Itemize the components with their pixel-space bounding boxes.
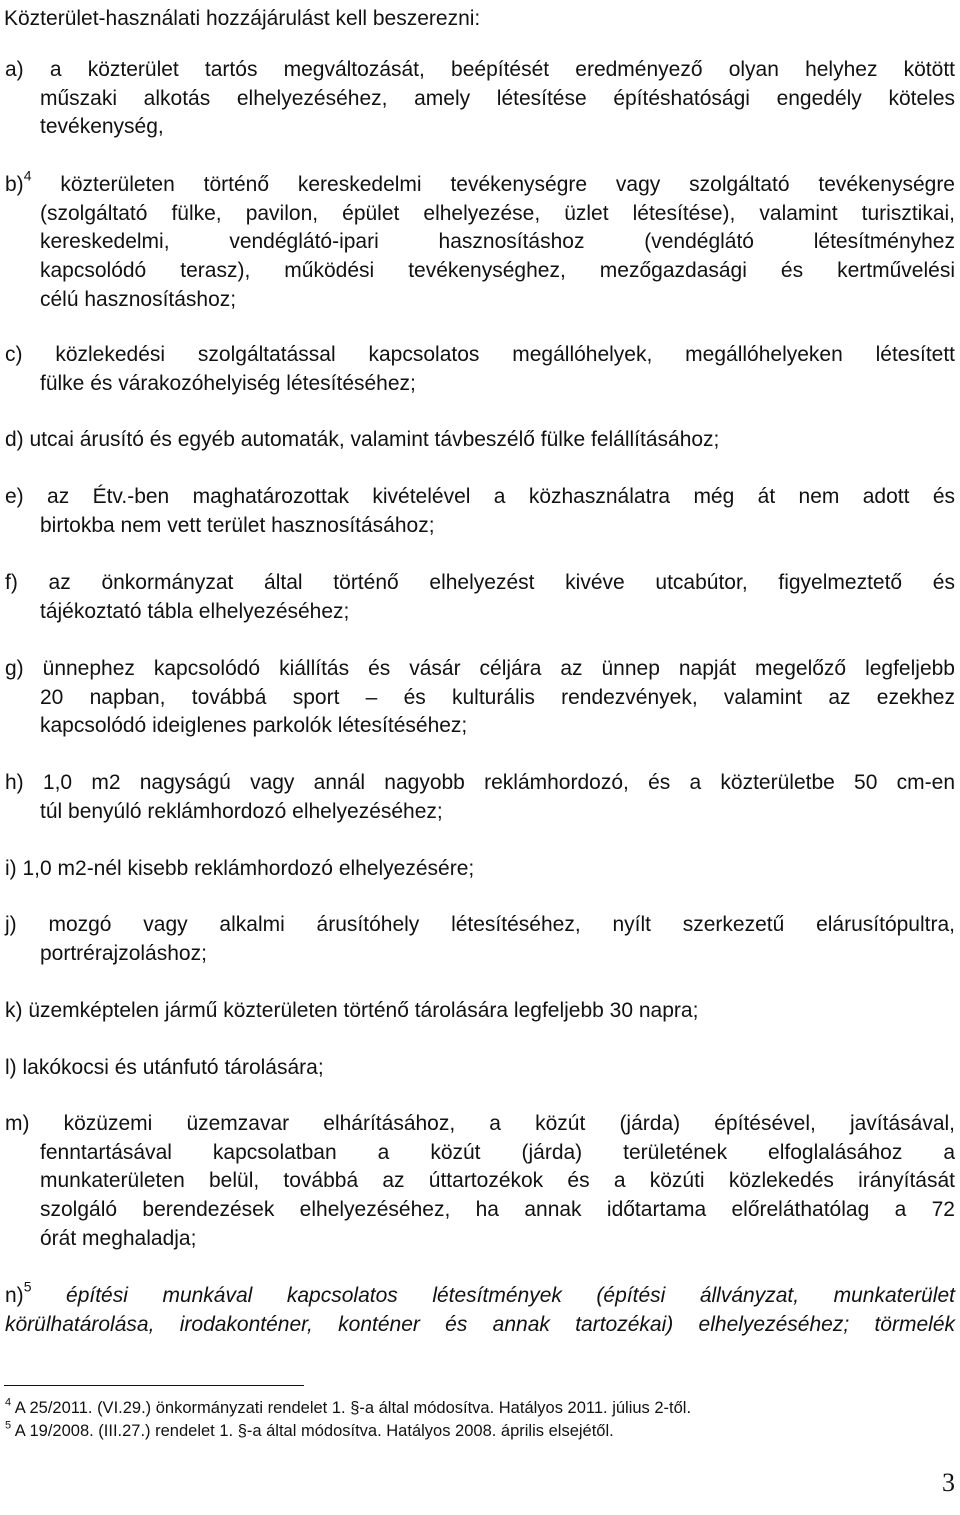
list-item-n [5, 1278, 955, 1339]
item-line: órát meghaladja; [40, 1226, 197, 1250]
item-line: 20 napban, továbbá sport – és kulturális rendezvények, valamint az ezekhez [40, 685, 955, 709]
item-line: h) 1,0 m2 nagyságú vagy annál nagyobb reklámhordozó, és a közterületbe 50 cm-en [5, 771, 955, 794]
footnote-number: 5 [5, 1419, 12, 1432]
list-item-e [5, 483, 955, 540]
list-item-c [5, 341, 955, 398]
list-item-d [5, 426, 955, 455]
item-marker: n) [5, 1284, 24, 1307]
item-line: (szolgáltató fülke, pavilon, épület elhelyezése, üzlet létesítése), valamint turisztikai, [40, 201, 955, 225]
list-item-f [5, 569, 955, 626]
item-line: szolgáló berendezések elhelyezéséhez, ha annak időtartama előreláthatólag a 72 [40, 1198, 955, 1222]
footnote-separator [4, 1385, 304, 1386]
list-item-h [5, 769, 955, 826]
item-line: g) ünnephez kapcsolódó kiállítás és vásár céljára az ünnep napját megelőző legfeljebb [5, 657, 955, 680]
item-line: túl benyúló reklámhordozó elhelyezéséhez; [40, 799, 443, 823]
section-heading: Közterület-használati hozzájárulást kell beszerezni: [4, 7, 481, 30]
list-item-l [5, 1054, 955, 1083]
item-line: a) a közterület tartós megváltozását, beépítését eredményező olyan helyhez kötött [5, 58, 955, 81]
footnote-text: A 19/2008. (III.27.) rendelet 1. §-a által módosítva. Hatályos 2008. április elsejétől. [11, 1422, 614, 1440]
item-line: i) 1,0 m2-nél kisebb reklámhordozó elhelyezésére; [5, 857, 475, 880]
item-line: célú hasznosításhoz; [40, 287, 237, 311]
item-line: fülke és várakozóhelyiség létesítéséhez; [40, 371, 416, 395]
item-line: munkaterületen belül, továbbá az úttartozékok és a közúti közlekedés irányítását [40, 1169, 955, 1193]
item-line: tájékoztató tábla elhelyezéséhez; [40, 599, 350, 623]
item-line: b)$^4$ közterületen történő kereskedelmi tevékenységre vagy szolgáltató tevékenységre [5, 167, 955, 196]
page-number: 3 [942, 1468, 955, 1497]
item-line: birtokba nem vett terület hasznosításához; [40, 513, 435, 537]
item-line: kereskedelmi, vendéglátó-ipari hasznosításhoz (vendéglátó létesítményhez [40, 230, 955, 254]
item-line: c) közlekedési szolgáltatással kapcsolatos megállóhelyek, megállóhelyeken létesített [5, 343, 955, 366]
item-line: k) üzemképtelen jármű közterületen történő tárolására legfeljebb 30 napra; [5, 999, 699, 1022]
footnote-ref-4[interactable]: 4 [23, 167, 32, 184]
footnote-text: A 25/2011. (VI.29.) önkormányzati rendelet 1. §-a által módosítva. Hatályos 2011. július 2-től. [11, 1399, 692, 1417]
footnote-ref-5[interactable]: 5 [23, 1278, 32, 1295]
item-line: kapcsolódó ideiglenes parkolók létesítéséhez; [40, 714, 468, 738]
item-line: fenntartásával kapcsolatban a közút (járda) területének elfoglalásához a [40, 1140, 955, 1164]
footnote-5 [5, 1420, 614, 1442]
item-line: körülhatárolása, irodakonténer, konténer és annak tartozékai) elhelyezéséhez; törmelék [5, 1312, 955, 1336]
item-line: j) mozgó vagy alkalmi árusítóhely létesítéséhez, nyílt szerkezetű elárusítópultra, [5, 913, 955, 936]
list-item-i [5, 855, 955, 884]
list-item-j [5, 911, 955, 968]
item-line: f) az önkormányzat által történő elhelyezést kivéve utcabútor, figyelmeztető és [5, 571, 955, 594]
item-line: kapcsolódó terasz), működési tevékenységhez, mezőgazdasági és kertművelési [40, 259, 955, 283]
item-line: d) utcai árusító és egyéb automaták, valamint távbeszélő fülke felállításához; [5, 428, 720, 451]
list-item-m [5, 1110, 955, 1254]
item-line: l) lakókocsi és utánfutó tárolására; [5, 1056, 324, 1079]
item-marker: b) [5, 173, 24, 196]
footnote-number: 4 [5, 1396, 12, 1409]
list-item-b [5, 167, 955, 315]
item-line: m) közüzemi üzemzavar elhárításához, a közút (járda) építésével, javításával, [5, 1112, 955, 1135]
footnote-4 [5, 1397, 691, 1419]
list-item-k [5, 997, 955, 1026]
item-line: e) az Étv.-ben maghatározottak kivételével a közhasználatra még át nem adott és [5, 485, 955, 508]
item-line: n)$^5$ építési munkával kapcsolatos létesítmények (építési állványzat, munkaterület [5, 1278, 955, 1307]
list-item-a [5, 56, 955, 142]
item-line: műszaki alkotás elhelyezéséhez, amely létesítése építéshatósági engedély köteles [40, 86, 955, 110]
item-line: tevékenység, [40, 115, 164, 139]
item-line: portrérajzoláshoz; [40, 941, 207, 965]
list-item-g [5, 655, 955, 741]
